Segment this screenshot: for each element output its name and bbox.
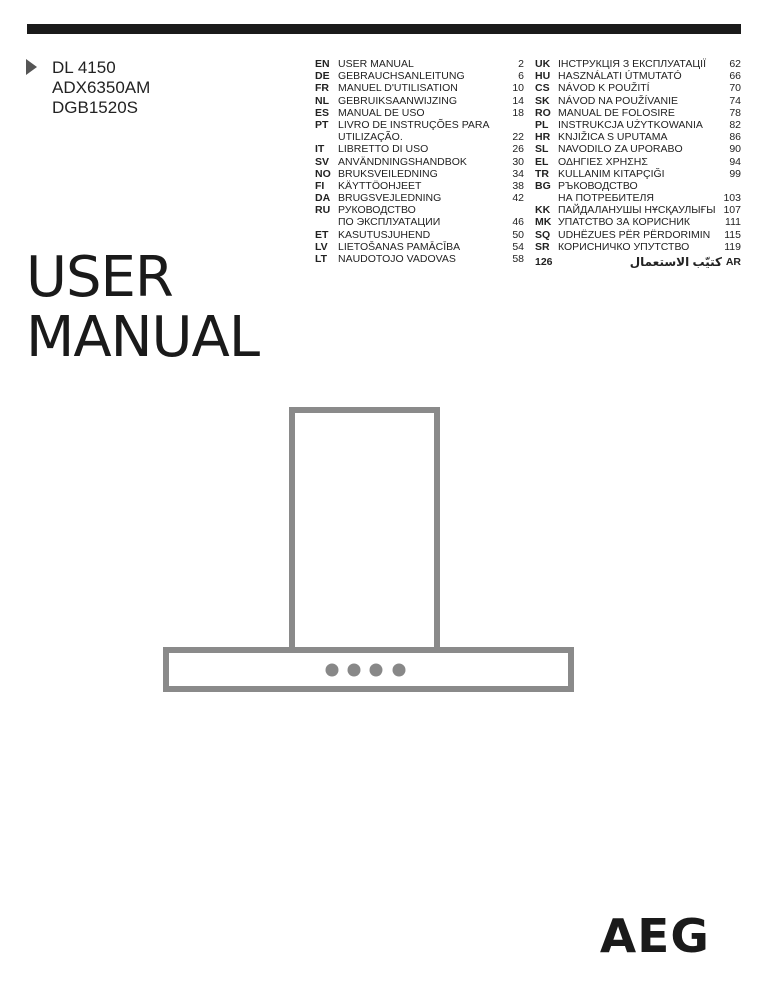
language-entry [315,241,524,253]
language-page: 58 [512,253,524,265]
language-title: KÄYTTÖOHJEET [338,179,422,192]
language-page: 22 [512,131,524,144]
language-page: 107 [723,204,741,217]
language-entry [315,216,524,228]
language-title: НА ПОТРЕБИТЕЛЯ [558,192,654,205]
language-page: 42 [512,192,524,205]
language-entry [535,107,741,119]
language-entry [535,95,741,107]
language-title: ANVÄNDNINGSHANDBOK [338,155,467,168]
title-line: MANUAL [26,305,260,370]
control-button-icon [393,664,406,677]
title-line: USER [26,245,173,310]
language-page: 99 [729,167,741,180]
language-code: HU [535,70,551,83]
control-button-icon [348,664,361,677]
language-code: NO [315,167,331,180]
arrow-right-icon [26,59,37,75]
language-title: KNJIŽICA S UPUTAMA [558,131,668,144]
language-title: РУКОВОДСТВО [338,204,416,217]
language-entry [535,192,741,204]
language-entry [315,156,524,168]
language-code: UK [535,58,551,70]
language-entry [315,58,524,70]
language-page: 34 [512,167,524,180]
language-page: 115 [724,228,741,241]
language-title: GEBRAUCHSANLEITUNG [338,70,465,83]
language-code: FR [315,82,329,95]
language-entry [315,168,524,180]
language-title: كتيّب الاستعمال [629,255,722,269]
language-code: CS [535,82,550,95]
language-code: IT [315,143,325,156]
language-title: MANUEL D'UTILISATION [338,82,458,95]
language-code: SK [535,94,550,107]
language-title: MANUAL DE USO [338,106,425,119]
control-button-icon [326,664,339,677]
language-code: ET [315,228,329,241]
language-page: 62 [729,58,741,70]
language-page: 94 [729,155,741,168]
language-title: LIVRO DE INSTRUÇÕES PARA [338,118,490,131]
language-title: LIETOŠANAS PAMĀCĪBA [338,240,461,253]
language-title: NAUDOTOJO VADOVAS [338,253,456,265]
header-bar [27,24,741,34]
language-page: 18 [512,106,524,119]
language-entry-ar [535,256,741,268]
language-page: 119 [724,240,741,253]
language-page: 126 [535,256,553,268]
language-code: FI [315,179,325,192]
language-code: RO [535,106,551,119]
language-page: 54 [512,240,524,253]
language-title: UDHËZUES PËR PËRDORIMIN [558,228,711,241]
language-title: NAVODILO ZA UPORABO [558,143,683,156]
language-entry [535,131,741,143]
language-code: SV [315,155,330,168]
language-title: ΟΔΗΓΙΕΣ ΧΡΗΣΗΣ [558,155,648,168]
language-title: NÁVOD NA POUŽÍVANIE [558,94,678,107]
language-entry [535,216,741,228]
language-code: RU [315,204,331,217]
control-button-icon [370,664,383,677]
language-index-right [535,58,741,268]
language-page: 10 [512,82,524,95]
language-entry [535,143,741,155]
language-title: ПАЙДАЛАНУШЫ НҰСҚАУЛЫҒЫ [558,204,716,217]
language-title: GEBRUIKSAANWIJZING [338,94,458,107]
language-page: 66 [729,70,741,83]
language-page: 30 [512,155,524,168]
language-page: 78 [729,106,741,119]
document-title [26,245,260,370]
language-page: 82 [729,118,741,131]
language-entry [315,180,524,192]
language-entry [535,229,741,241]
language-page: 50 [512,228,524,241]
language-entry [535,168,741,180]
language-title: УПАТСТВО ЗА КОРИСНИК [558,216,691,229]
language-entry [535,241,741,253]
language-title: UTILIZAÇÃO. [338,131,403,144]
language-code: DA [315,192,331,205]
language-entry [315,143,524,155]
language-code: DE [315,70,330,83]
language-title: РЪКОВОДСТВО [558,179,638,192]
language-title: HASZNÁLATI ÚTMUTATÓ [558,70,682,83]
language-title: BRUGSVEJLEDNING [338,192,442,205]
language-entry [315,253,524,265]
aeg-logo: AEG [599,909,710,963]
language-page: 26 [512,143,524,156]
language-entry [535,82,741,94]
language-title: KASUTUSJUHEND [338,228,431,241]
language-code: EN [315,58,330,70]
model-number: DGB1520S [52,98,138,117]
language-page: 74 [729,94,741,107]
language-code: NL [315,94,329,107]
language-title: INSTRUKCJA UŻYTKOWANIA [558,118,703,131]
model-number: ADX6350AM [52,78,151,97]
language-title: ПО ЭКСПЛУАТАЦИИ [338,216,441,229]
language-entry [535,119,741,131]
language-title: LIBRETTO DI USO [338,143,429,156]
cooker-hood-illustration [160,404,576,694]
language-entry [315,95,524,107]
language-code: ES [315,106,330,119]
language-page: 86 [729,131,741,144]
language-entry [315,229,524,241]
language-title: NÁVOD K POUŽITÍ [558,82,650,95]
language-entry [535,156,741,168]
language-title: BRUKSVEILEDNING [338,167,438,180]
language-page: 70 [729,82,741,95]
language-code: SQ [535,228,551,241]
language-code: SR [535,240,550,253]
language-entry [535,70,741,82]
language-page: 90 [729,143,741,156]
language-code: LV [315,240,328,253]
language-page: 38 [512,179,524,192]
language-title: KULLANIM KITAPÇIĞI [558,167,665,180]
language-page: 103 [723,192,741,205]
language-entry [315,70,524,82]
language-code: EL [535,155,549,168]
language-code: KK [535,204,551,217]
language-title: USER MANUAL [338,58,414,70]
language-page: 2 [518,58,524,70]
language-code: PL [535,118,549,131]
language-code: PT [315,118,329,131]
language-entry [315,192,524,204]
model-number: DL 4150 [52,58,116,77]
language-title: ІНСТРУКЦІЯ З ЕКСПЛУАТАЦІЇ [558,58,706,70]
language-code: HR [535,131,551,144]
language-title: MANUAL DE FOLOSIRE [558,106,675,119]
language-code: TR [535,167,549,180]
language-entry [535,180,741,192]
language-index-left [315,58,524,265]
language-page: 46 [512,216,524,229]
language-entry [315,131,524,143]
language-page: 14 [512,94,524,107]
language-entry [315,82,524,94]
language-entry [315,107,524,119]
language-entry [315,119,524,131]
language-entry [535,58,741,70]
hood-chimney [292,410,437,652]
language-code: AR [725,256,741,268]
language-code: BG [535,179,551,192]
language-title: КОРИСНИЧКО УПУТСТВО [558,240,690,253]
language-entry [535,204,741,216]
language-entry [315,204,524,216]
language-page: 6 [518,70,524,83]
language-code: SL [535,143,549,156]
language-code: MK [535,216,552,229]
language-code: LT [315,253,328,265]
hood-canopy [166,650,571,689]
language-page: 111 [725,216,741,229]
